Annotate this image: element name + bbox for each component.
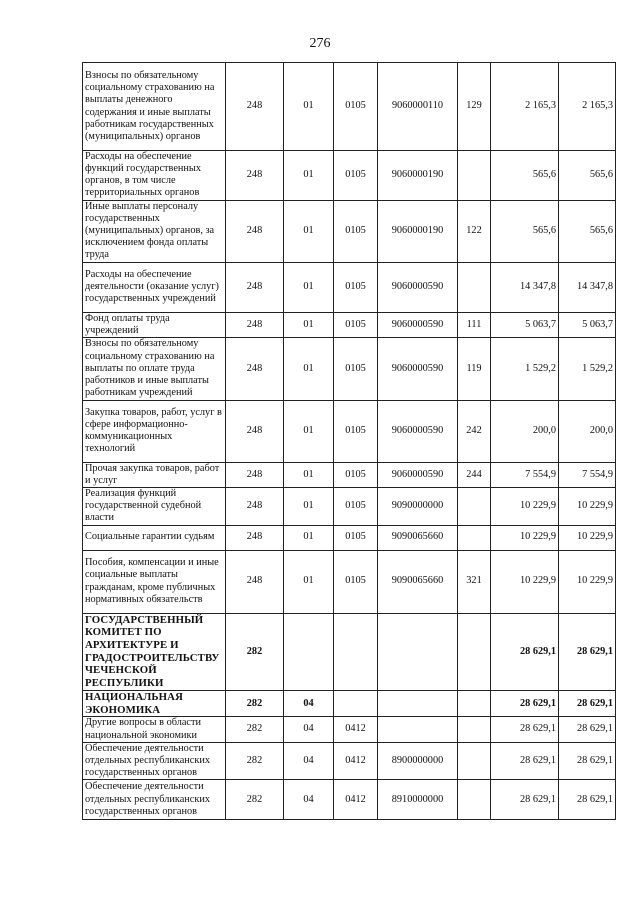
amount-year-1: 28 629,1 xyxy=(491,690,559,716)
section-code: 01 xyxy=(284,337,334,400)
ministry-code: 248 xyxy=(226,262,284,312)
amount-year-1: 2 165,3 xyxy=(491,63,559,151)
subsection-code: 0105 xyxy=(334,400,378,462)
expense-type-code: 111 xyxy=(458,312,491,337)
subsection-code: 0412 xyxy=(334,717,378,742)
table-row xyxy=(83,550,616,613)
section-code: 04 xyxy=(284,742,334,779)
budget-table xyxy=(82,62,616,820)
ministry-code: 248 xyxy=(226,488,284,525)
section-code: 01 xyxy=(284,550,334,613)
ministry-code: 248 xyxy=(226,200,284,262)
amount-year-2: 10 229,9 xyxy=(559,550,616,613)
subsection-code xyxy=(334,613,378,690)
section-code: 01 xyxy=(284,488,334,525)
amount-year-1: 7 554,9 xyxy=(491,462,559,487)
table-row xyxy=(83,462,616,487)
amount-year-2: 565,6 xyxy=(559,200,616,262)
row-name: Обеспечение деятельности отдельных республиканских государственных органов xyxy=(83,742,226,779)
subsection-code: 0105 xyxy=(334,337,378,400)
table-row xyxy=(83,742,616,779)
amount-year-1: 5 063,7 xyxy=(491,312,559,337)
ministry-code: 282 xyxy=(226,690,284,716)
row-name: Прочая закупка товаров, работ и услуг xyxy=(83,462,226,487)
amount-year-2: 7 554,9 xyxy=(559,462,616,487)
amount-year-2: 14 347,8 xyxy=(559,262,616,312)
section-code: 04 xyxy=(284,717,334,742)
table-row xyxy=(83,400,616,462)
amount-year-1: 28 629,1 xyxy=(491,613,559,690)
table-row xyxy=(83,262,616,312)
expense-type-code: 244 xyxy=(458,462,491,487)
budget-table-body xyxy=(83,63,616,820)
amount-year-2: 10 229,9 xyxy=(559,488,616,525)
expense-type-code xyxy=(458,525,491,550)
row-name: НАЦИОНАЛЬНАЯ ЭКОНОМИКА xyxy=(83,690,226,716)
target-code: 9060000590 xyxy=(378,262,458,312)
ministry-code: 248 xyxy=(226,312,284,337)
row-name: Иные выплаты персоналу государственных (муниципальных) органов, за исключением фонда оплаты труда xyxy=(83,200,226,262)
expense-type-code: 321 xyxy=(458,550,491,613)
expense-type-code xyxy=(458,613,491,690)
row-name: Взносы по обязательному социальному страхованию на выплаты денежного содержания и иные выплаты работникам государственных (муниципальных) органов xyxy=(83,63,226,151)
ministry-code: 248 xyxy=(226,63,284,151)
amount-year-1: 565,6 xyxy=(491,200,559,262)
row-name: Пособия, компенсации и иные социальные выплаты гражданам, кроме публичных нормативных обязательств xyxy=(83,550,226,613)
target-code: 9060000590 xyxy=(378,337,458,400)
ministry-code: 282 xyxy=(226,613,284,690)
expense-type-code xyxy=(458,780,491,820)
target-code: 9060000190 xyxy=(378,200,458,262)
section-code: 01 xyxy=(284,262,334,312)
amount-year-1: 565,6 xyxy=(491,151,559,201)
row-name: Реализация функций государственной судебной власти xyxy=(83,488,226,525)
ministry-code: 282 xyxy=(226,742,284,779)
expense-type-code: 129 xyxy=(458,63,491,151)
target-code: 9060000590 xyxy=(378,400,458,462)
section-code: 01 xyxy=(284,63,334,151)
amount-year-2: 28 629,1 xyxy=(559,613,616,690)
amount-year-2: 200,0 xyxy=(559,400,616,462)
subsection-code: 0105 xyxy=(334,550,378,613)
expense-type-code xyxy=(458,262,491,312)
section-code: 04 xyxy=(284,780,334,820)
target-code: 9060000590 xyxy=(378,312,458,337)
section-code: 01 xyxy=(284,151,334,201)
row-name: Обеспечение деятельности отдельных республиканских государственных органов xyxy=(83,780,226,820)
amount-year-2: 28 629,1 xyxy=(559,690,616,716)
table-row xyxy=(83,690,616,716)
expense-type-code: 242 xyxy=(458,400,491,462)
expense-type-code xyxy=(458,717,491,742)
amount-year-2: 10 229,9 xyxy=(559,525,616,550)
ministry-code: 248 xyxy=(226,462,284,487)
ministry-code: 248 xyxy=(226,151,284,201)
row-name: Взносы по обязательному социальному страхованию на выплаты по оплате труда работников и иные выплаты работникам учреждений xyxy=(83,337,226,400)
table-row xyxy=(83,63,616,151)
expense-type-code xyxy=(458,742,491,779)
table-row xyxy=(83,717,616,742)
row-name: ГОСУДАРСТВЕННЫЙ КОМИТЕТ ПО АРХИТЕКТУРЕ И ГРАДОСТРОИТЕЛЬСТВУ ЧЕЧЕНСКОЙ РЕСПУБЛИКИ xyxy=(83,613,226,690)
amount-year-1: 14 347,8 xyxy=(491,262,559,312)
subsection-code: 0105 xyxy=(334,488,378,525)
section-code: 04 xyxy=(284,690,334,716)
subsection-code: 0105 xyxy=(334,312,378,337)
amount-year-1: 10 229,9 xyxy=(491,550,559,613)
table-row xyxy=(83,525,616,550)
amount-year-1: 28 629,1 xyxy=(491,742,559,779)
row-name: Закупка товаров, работ, услуг в сфере информационно-коммуникационных технологий xyxy=(83,400,226,462)
subsection-code: 0105 xyxy=(334,525,378,550)
amount-year-1: 10 229,9 xyxy=(491,488,559,525)
target-code: 9060000110 xyxy=(378,63,458,151)
ministry-code: 248 xyxy=(226,400,284,462)
subsection-code: 0105 xyxy=(334,151,378,201)
target-code: 9060000590 xyxy=(378,462,458,487)
expense-type-code xyxy=(458,690,491,716)
target-code: 9090000000 xyxy=(378,488,458,525)
amount-year-2: 1 529,2 xyxy=(559,337,616,400)
amount-year-1: 28 629,1 xyxy=(491,717,559,742)
subsection-code: 0105 xyxy=(334,462,378,487)
section-code xyxy=(284,613,334,690)
ministry-code: 248 xyxy=(226,337,284,400)
section-code: 01 xyxy=(284,400,334,462)
subsection-code: 0412 xyxy=(334,742,378,779)
expense-type-code xyxy=(458,488,491,525)
page-number: 276 xyxy=(309,36,331,51)
target-code xyxy=(378,717,458,742)
amount-year-2: 28 629,1 xyxy=(559,717,616,742)
row-name: Социальные гарантии судьям xyxy=(83,525,226,550)
target-code: 8910000000 xyxy=(378,780,458,820)
target-code xyxy=(378,613,458,690)
amount-year-1: 10 229,9 xyxy=(491,525,559,550)
section-code: 01 xyxy=(284,462,334,487)
amount-year-2: 5 063,7 xyxy=(559,312,616,337)
subsection-code: 0105 xyxy=(334,63,378,151)
row-name: Другие вопросы в области национальной экономики xyxy=(83,717,226,742)
section-code: 01 xyxy=(284,312,334,337)
ministry-code: 282 xyxy=(226,780,284,820)
amount-year-2: 28 629,1 xyxy=(559,780,616,820)
expense-type-code: 119 xyxy=(458,337,491,400)
table-row xyxy=(83,151,616,201)
amount-year-2: 2 165,3 xyxy=(559,63,616,151)
row-name: Расходы на обеспечение деятельности (оказание услуг) государственных учреждений xyxy=(83,262,226,312)
section-code: 01 xyxy=(284,200,334,262)
subsection-code: 0105 xyxy=(334,262,378,312)
expense-type-code xyxy=(458,151,491,201)
table-row xyxy=(83,312,616,337)
section-code: 01 xyxy=(284,525,334,550)
table-row xyxy=(83,780,616,820)
target-code: 9060000190 xyxy=(378,151,458,201)
table-row xyxy=(83,488,616,525)
table-row xyxy=(83,200,616,262)
subsection-code xyxy=(334,690,378,716)
table-row xyxy=(83,337,616,400)
ministry-code: 282 xyxy=(226,717,284,742)
subsection-code: 0105 xyxy=(334,200,378,262)
amount-year-2: 565,6 xyxy=(559,151,616,201)
amount-year-1: 1 529,2 xyxy=(491,337,559,400)
target-code: 9090065660 xyxy=(378,550,458,613)
target-code xyxy=(378,690,458,716)
expense-type-code: 122 xyxy=(458,200,491,262)
amount-year-1: 28 629,1 xyxy=(491,780,559,820)
subsection-code: 0412 xyxy=(334,780,378,820)
row-name: Фонд оплаты труда учреждений xyxy=(83,312,226,337)
ministry-code: 248 xyxy=(226,550,284,613)
row-name: Расходы на обеспечение функций государственных органов, в том числе территориальных органов xyxy=(83,151,226,201)
table-row xyxy=(83,613,616,690)
target-code: 8900000000 xyxy=(378,742,458,779)
amount-year-2: 28 629,1 xyxy=(559,742,616,779)
target-code: 9090065660 xyxy=(378,525,458,550)
ministry-code: 248 xyxy=(226,525,284,550)
amount-year-1: 200,0 xyxy=(491,400,559,462)
